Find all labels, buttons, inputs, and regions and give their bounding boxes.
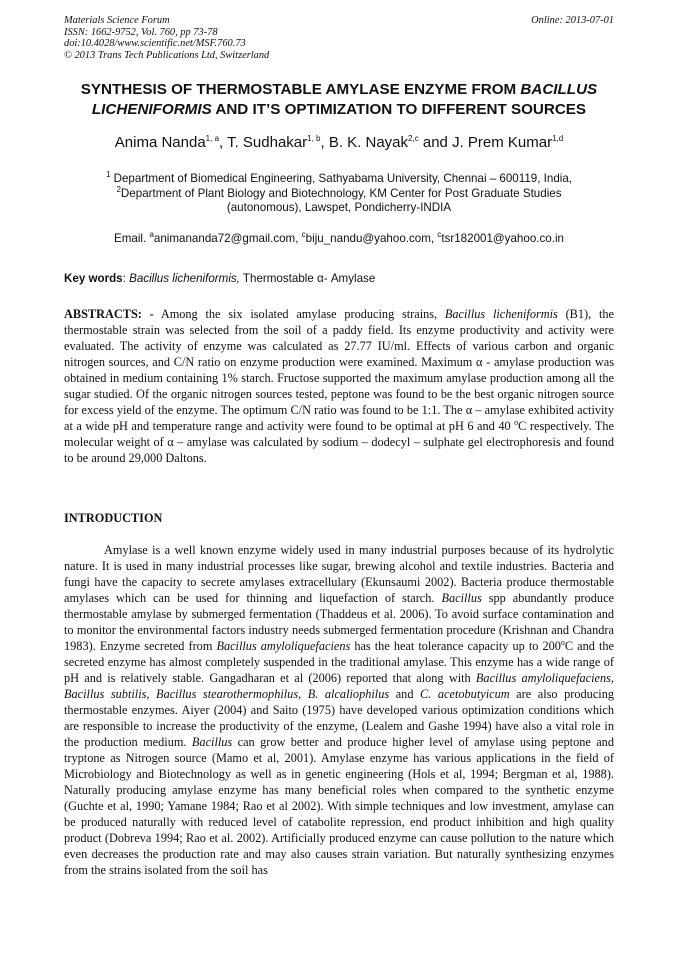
copyright: © 2013 Trans Tech Publications Ltd, Switzerland (64, 49, 270, 61)
keywords: Key words: Bacillus licheniformis, Thermostable α- Amylase (64, 272, 376, 285)
email-link[interactable]: tsr182001@yahoo.co.in (441, 232, 564, 245)
author-name: Anima Nanda (114, 134, 206, 151)
keywords-label: Key words (64, 272, 123, 285)
abstract: ABSTRACTS: - Among the six isolated amylase producing strains, Bacillus licheniformis (B1), the thermostable strain was selected from the soil of a paddy field. Its enzyme productivity and activity were evaluated. The activity of enzyme was calculated as 27.77 IU/ml. Effects of various carbon and organic nitrogen sources, and C/N ratio on enzyme production were examined. Maximum α - amylase production was obtained in medium containing 1% starch. Fructose supported the maximum amylase production among all the sugar studied. Of the organic nitrogen sources tested, peptone was found to be the best organic nitrogen source for excess yield of the enzyme. The optimum C/N ratio was found to be 1:1. The α – amylase exhibited activity at a wide pH and temperature range and activity were found to be optimal at pH 6 and 40 $^o$C respectively. The molecular weight of α – amylase was calculated by sodium – dodecyl – sulphate gel electrophoresis and found to be around 29,000 Daltons. (64, 307, 614, 465)
journal-header (64, 15, 269, 61)
author-list: Anima Nanda$^{1, a}$, T. Sudhakar$^{1, b}$, B. K. Nayak$^{2,c}$ and J. Prem Kumar$^{1,d}$ (114, 134, 564, 151)
doi[interactable]: doi:10.4028/www.scientific.net/MSF.760.73 (64, 38, 246, 50)
affiliations: $^1$ Department of Biomedical Engineering, Sathyabama University, Chennai – 600119, India, $^2$Department of Plant Biology and Biotechnology, KM Center for Post Graduate Studies (autonomous), Lawspet, Pondicherry-INDIA (105, 170, 573, 215)
section-heading: INTRODUCTION (64, 511, 163, 525)
abstract-label: ABSTRACTS: - (64, 307, 154, 321)
online-date: Online: 2013-07-01 (531, 15, 614, 26)
email-link[interactable]: biju_nandu@yahoo.com, (305, 232, 438, 245)
issn: ISSN: 1662-9752, Vol. 760, pp 73-78 (64, 26, 218, 38)
journal-name: Materials Science Forum (64, 15, 170, 26)
paper-title: SYNTHESIS OF THERMOSTABLE AMYLASE ENZYME FROM BACILLUS LICHENIFORMIS AND IT’S OPTIMIZATION TO DIFFERENT SOURCES (80, 81, 598, 118)
introduction-body: Amylase is a well known enzyme widely used in many industrial purposes because of its hydrolytic nature. It is used in many industrial processes like sugar, brewing alcohol and textile industries. Bacteria and fungi have the capacity to secrete amylases extracellulary (Ekunsaumi 2002). Bacteria produce thermostable amylases which can be used for thinning and liquefaction of starch. Bacillus spp abundantly produce thermostable amylase by submerged fermentation (Thaddeus et al. 2006). To avoid surface contamination and to monitor the environmental factors industry needs submerged fermentation procedure (Krishnan and Chandra 1983). Enzyme secreted from Bacillus amyloliquefaciens has the heat tolerance capacity up to 200$^o$C and the secreted enzyme has almost completely suspended in the traditional amylase. This enzyme has a wide range of pH and is relatively stable. Gangadharan et al (2006) reported that along with Bacillus amyloliquefaciens, Bacillus subtilis, Bacillus stearothermophilus, B. alcaliophilus and C. acetobutyicum are also producing thermostable enzymes. Aiyer (2004) and Saito (1975) have developed various optimization conditions which are responsible to increase the productivity of the enzyme, (Lealem and Gashe 1994) have also a vital role in the production medium. Bacillus can grow better and produce higher level of amylase using peptone and tryptone as Nitrogen source (Mamo et al, 2001). Amylase enzyme has various applications in the field of Microbiology and Biotechnology as well as in genetic engineering (Hols et al, 1994; Bergman et al, 1988). Naturally producing amylase enzyme has many beneficial roles when compared to the synthetic enzyme (Guchte et al, 1990; Yamane 1984; Rao et al 2002). With simple techniques and low investment, amylase can be produced naturally with reduced level of catabolite repression, end product inhibition and high quality product (Dobreva 1994; Rao et al. 2002). Artificially produced enzyme can cause pollution to the nature which even decreases the production rate and may also causes strain variation. But naturally synthesizing enzymes from the strains isolated from the soil has (64, 543, 615, 877)
email-line: Email. $^a$animananda72@gmail.com, $^c$biju_nandu@yahoo.com, $^c$tsr182001@yahoo.co.in (114, 230, 564, 245)
email-link[interactable]: animananda72@gmail.com, (153, 232, 302, 245)
